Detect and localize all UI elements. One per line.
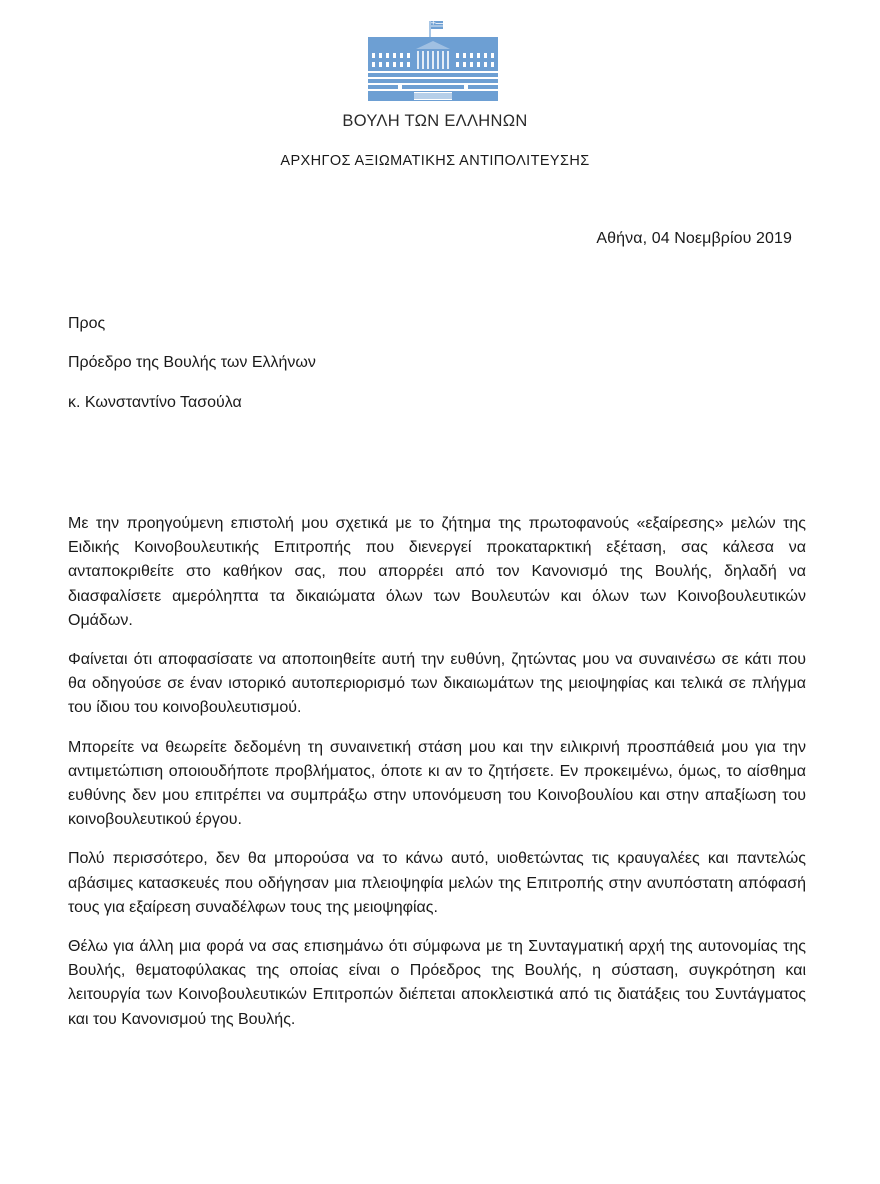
office-title: ΑΡΧΗΓΟΣ ΑΞΙΩΜΑΤΙΚΗΣ ΑΝΤΙΠΟΛΙΤΕΥΣΗΣ [280, 153, 590, 169]
recipient-name: κ. Κωνσταντίνο Τασούλα [68, 394, 242, 411]
recipient-salutation: Προς [68, 315, 106, 332]
body-paragraph: Με την προηγούμενη επιστολή μου σχετικά με το ζήτημα της πρωτοφανούς «εξαίρεσης» μελών της Ειδικής Κοινοβουλευτικής Επιτροπής που διενεργεί προκαταρκτική εξέταση, σας κάλεσα να ανταποκριθείτε στο καθήκον σας, που απορρέει από τον Κανονισμό της Βουλής, δηλαδή να διασφαλίσετε αμερόληπτα τα δικαιώματα όλων των Βουλευτών και όλων των Κοινοβουλευτικών Ομάδων. [68, 515, 806, 629]
recipient-title: Πρόεδρο της Βουλής των Ελλήνων [68, 354, 316, 371]
parliament-building-icon [368, 19, 498, 101]
body-paragraph: Πολύ περισσότερο, δεν θα μπορούσα να το κάνω αυτό, υιοθετώντας τις κραυγαλέες και παντελώς αβάσιμες κατασκευές που οδήγησαν μια πλειοψηφία μελών της Επιτροπής στην ανυπόστατη απόφασή τους για εξαίρεση συναδέλφων τους της μειοψηφίας. [68, 850, 806, 916]
letter-date: Αθήνα, 04 Νοεμβρίου 2019 [596, 230, 792, 247]
organization-name: ΒΟΥΛΗ ΤΩΝ ΕΛΛΗΝΩΝ [342, 112, 528, 130]
body-paragraph: Φαίνεται ότι αποφασίσατε να αποποιηθείτε αυτή την ευθύνη, ζητώντας μου να συναινέσω σε κάτι που θα οδηγούσε σε έναν ιστορικό αυτοπεριορισμό των δικαιωμάτων της μειοψηφίας και τελικά σε πλήγμα του ίδιου του κοινοβουλευτισμού. [68, 651, 806, 717]
letter-body [68, 512, 806, 1047]
body-paragraph: Μπορείτε να θεωρείτε δεδομένη τη συναινετική στάση μου και την ειλικρινή προσπάθειά μου για την αντιμετώπιση οποιουδήποτε προβλήματος, όποτε κι αν το ζητήσετε. Εν προκειμένω, όμως, το αίσθημα ευθύνης δεν μου επιτρέπει να συμπράξω στην υπονόμευση του Κοινοβουλίου και στην απαξίωση του κοινοβουλευτικού έργου. [68, 738, 806, 829]
body-paragraph: Θέλω για άλλη μια φορά να σας επισημάνω ότι σύμφωνα με τη Συνταγματική αρχή της αυτονομίας της Βουλής, θεματοφύλακας της οποίας είναι ο Πρόεδρος της Βουλής, η σύσταση, συγκρότηση και λειτουργία των Κοινοβουλευτικών Επιτροπών διέπεται αποκλειστικά από τις διατάξεις του Συντάγματος και του Κανονισμού της Βουλής. [68, 938, 806, 1028]
